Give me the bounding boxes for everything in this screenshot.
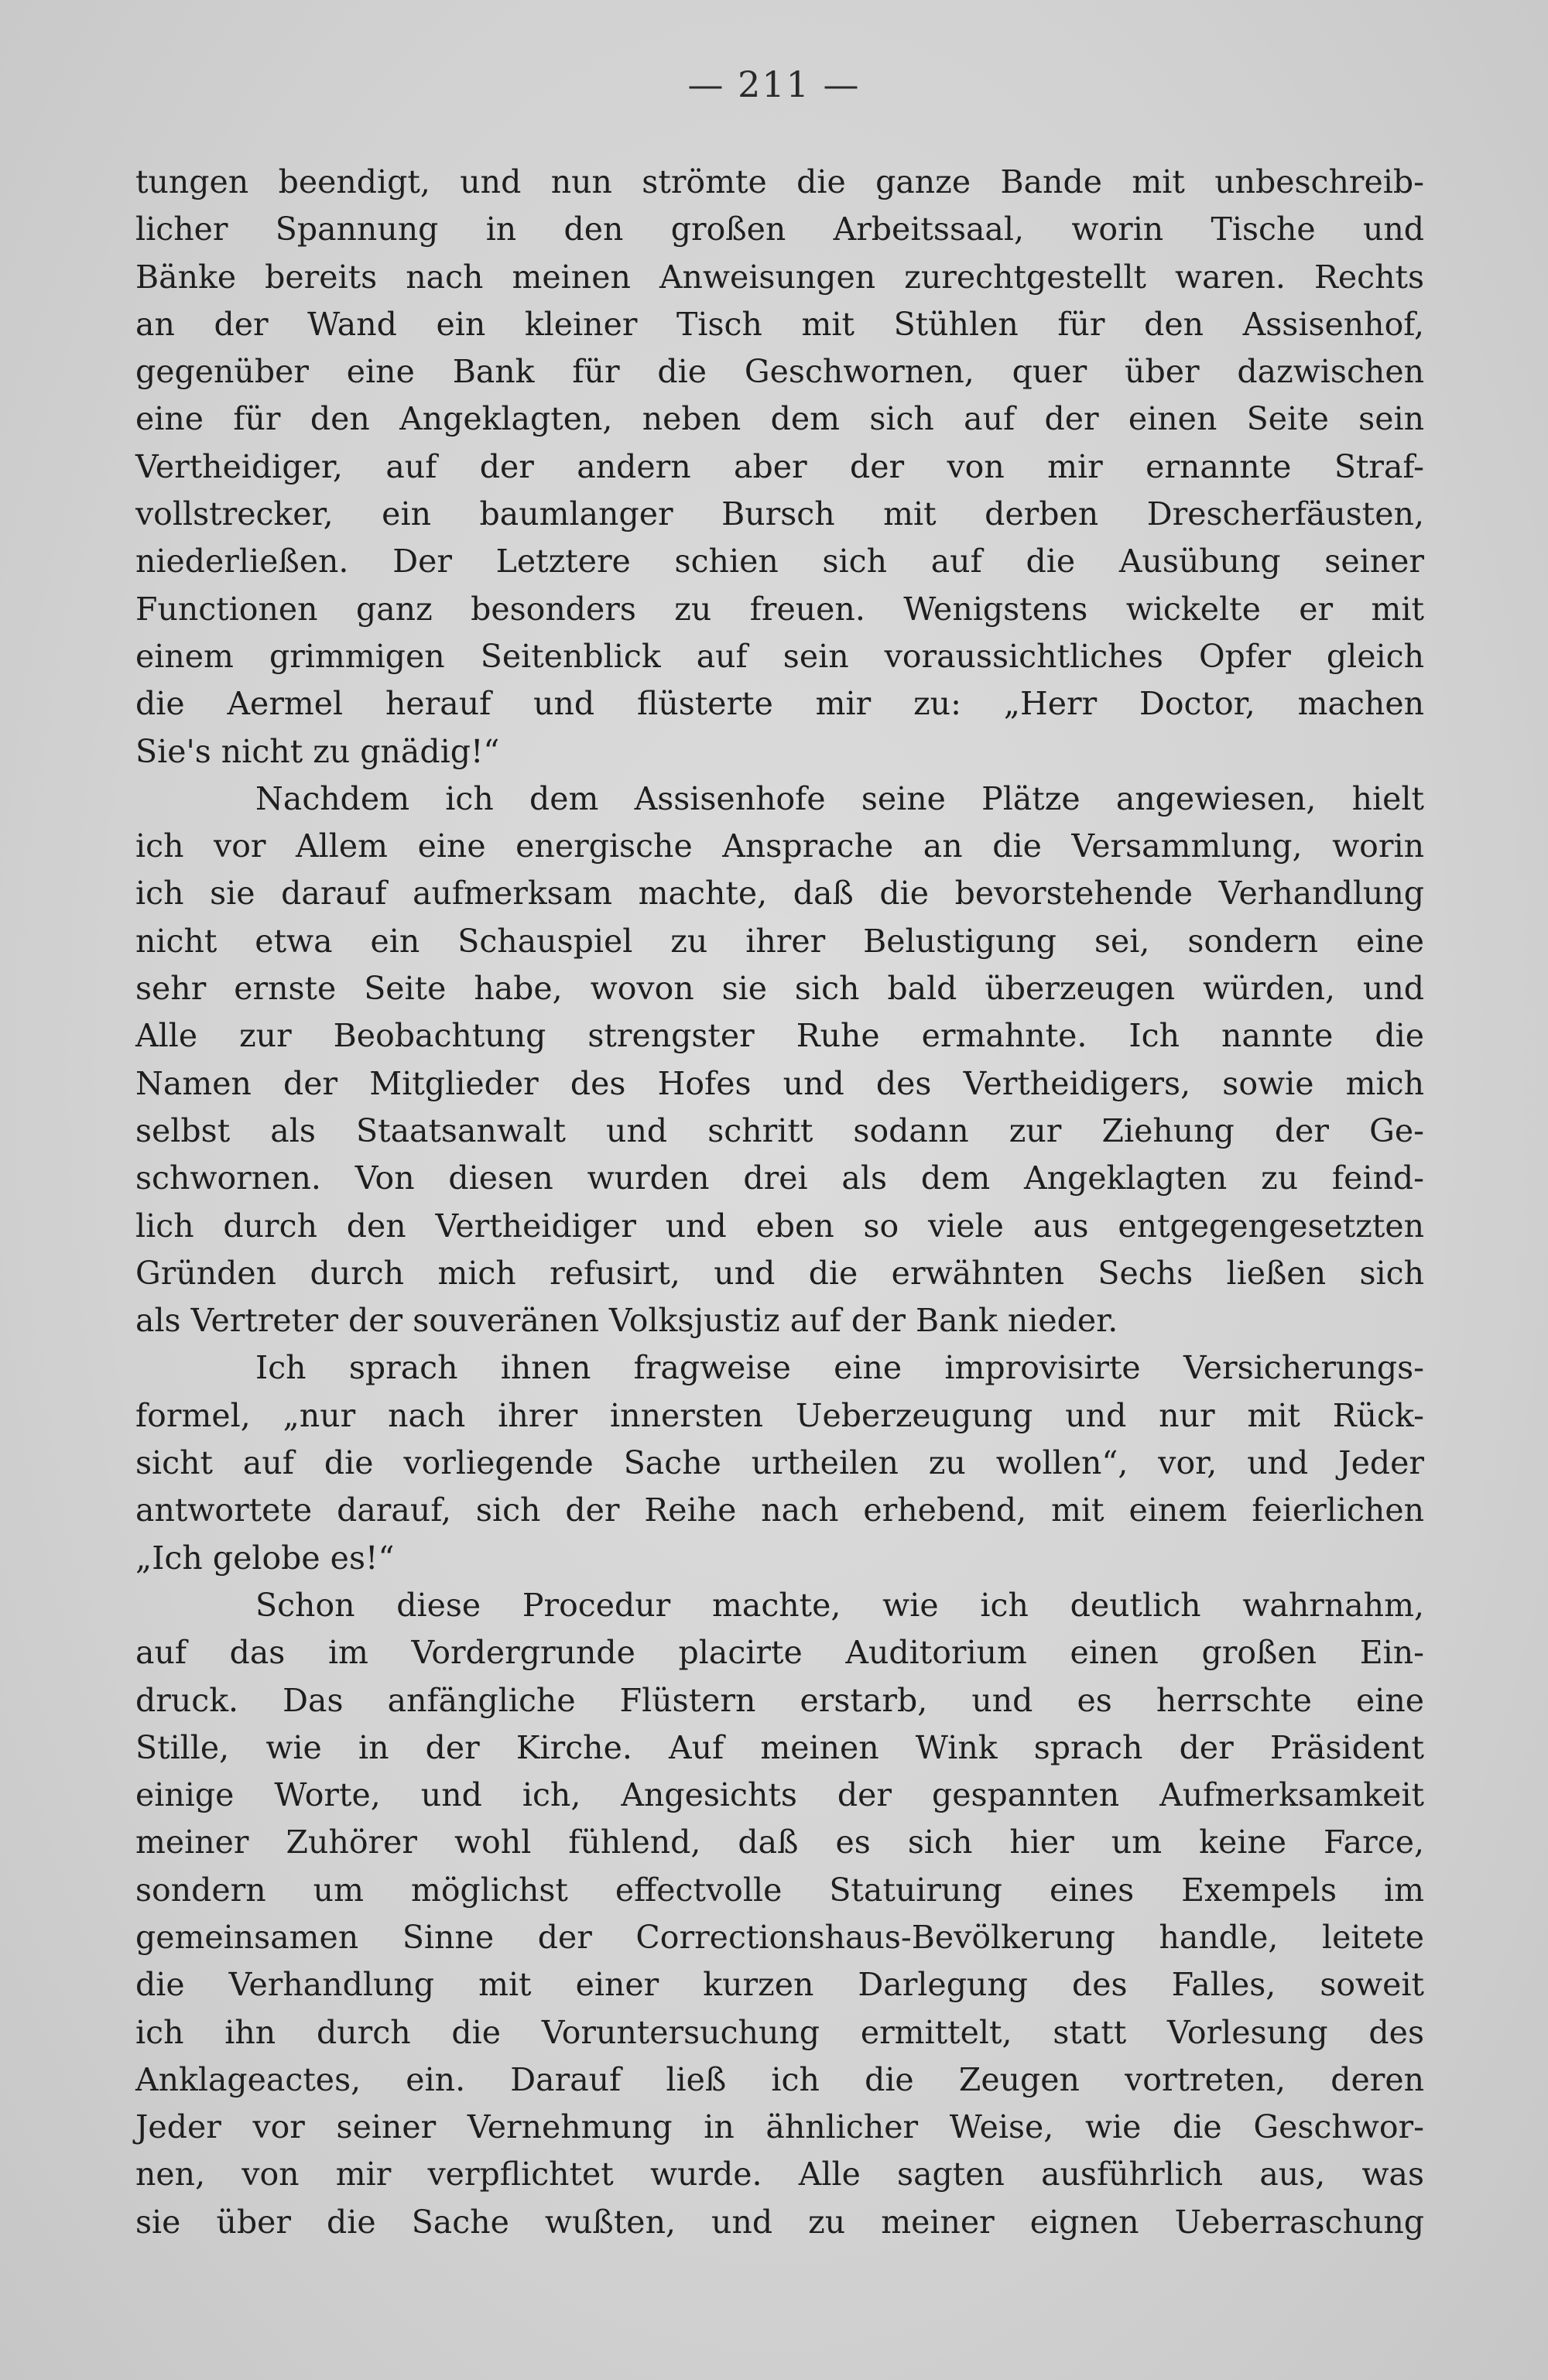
text-line: lich durch den Vertheidiger und eben so viele aus entgegengesetzten (135, 1207, 1424, 1245)
text-line: Stille, wie in der Kirche. Auf meinen Wink sprach der Präsident (135, 1728, 1424, 1766)
text-line: vollstrecker, ein baumlanger Bursch mit derben Drescherfäusten, (135, 495, 1424, 533)
text-line: die Aermel herauf und flüsterte mir zu: „Herr Doctor, machen (135, 685, 1424, 723)
text-line: Bänke bereits nach meinen Anweisungen zurechtgestellt waren. Rechts (135, 258, 1424, 296)
text-line: selbst als Staatsanwalt und schritt sodann zur Ziehung der Ge- (135, 1111, 1424, 1149)
text-line: einige Worte, und ich, Angesichts der gespannten Aufmerksamkeit (135, 1776, 1424, 1814)
text-line: Namen der Mitglieder des Hofes und des Vertheidigers, sowie mich (135, 1064, 1424, 1102)
body-text (135, 159, 1424, 2246)
text-line: ich vor Allem eine energische Ansprache an die Versammlung, worin (135, 827, 1424, 865)
text-line: Anklageactes, ein. Darauf ließ ich die Zeugen vortreten, deren (135, 2060, 1424, 2098)
text-line: Sie's nicht zu gnädig!“ (135, 732, 500, 770)
text-line: Ich sprach ihnen fragweise eine improvisirte Versicherungs- (255, 1349, 1424, 1387)
text-line: einem grimmigen Seitenblick auf sein voraussichtliches Opfer gleich (135, 637, 1424, 675)
text-line: niederließen. Der Letztere schien sich auf die Ausübung seiner (135, 543, 1424, 580)
text-line: licher Spannung in den großen Arbeitssaal, worin Tische und (135, 211, 1424, 248)
text-line: sehr ernste Seite habe, wovon sie sich bald überzeugen würden, und (135, 970, 1424, 1008)
text-line: Alle zur Beobachtung strengster Ruhe ermahnte. Ich nannte die (135, 1017, 1424, 1055)
text-line: sondern um möglichst effectvolle Statuirung eines Exempels im (135, 1871, 1424, 1909)
text-line: ich sie darauf aufmerksam machte, daß die bevorstehende Verhandlung (135, 875, 1424, 913)
text-line: auf das im Vordergrunde placirte Auditorium einen großen Ein- (135, 1634, 1424, 1672)
text-line: Jeder vor seiner Vernehmung in ähnlicher Weise, wie die Geschwor- (135, 2108, 1424, 2146)
text-line: druck. Das anfängliche Flüstern erstarb, und es herrschte eine (135, 1681, 1424, 1719)
text-line: nen, von mir verpflichtet wurde. Alle sagten ausführlich aus, was (135, 2156, 1424, 2193)
text-line: gemeinsamen Sinne der Correctionshaus-Bevölkerung handle, leitete (135, 1918, 1424, 1956)
text-line: eine für den Angeklagten, neben dem sich auf der einen Seite sein (135, 400, 1424, 438)
text-line: nicht etwa ein Schauspiel zu ihrer Belustigung sei, sondern eine (135, 922, 1424, 960)
text-line: als Vertreter der souveränen Volksjustiz auf der Bank nieder. (135, 1302, 1118, 1340)
text-line: Schon diese Procedur machte, wie ich deutlich wahrnahm, (255, 1586, 1424, 1624)
text-line: sie über die Sache wußten, und zu meiner eignen Ueberraschung (135, 2203, 1424, 2241)
text-line: „Ich gelobe es!“ (135, 1539, 395, 1577)
text-line: sicht auf die vorliegende Sache urtheilen zu wollen“, vor, und Jeder (135, 1444, 1424, 1482)
text-line: Vertheidiger, auf der andern aber der von mir ernannte Straf- (135, 447, 1424, 485)
text-line: Gründen durch mich refusirt, und die erwähnten Sechs ließen sich (135, 1254, 1424, 1292)
text-line: gegenüber eine Bank für die Geschwornen, quer über dazwischen (135, 353, 1424, 391)
text-line: tungen beendigt, und nun strömte die ganze Bande mit unbeschreib- (135, 163, 1424, 200)
text-line: Functionen ganz besonders zu freuen. Wenigstens wickelte er mit (135, 590, 1424, 628)
text-line: meiner Zuhörer wohl fühlend, daß es sich hier um keine Farce, (135, 1824, 1424, 1861)
text-line: schwornen. Von diesen wurden drei als dem Angeklagten zu feind- (135, 1159, 1424, 1197)
text-line: Nachdem ich dem Assisenhofe seine Plätze angewiesen, hielt (255, 779, 1424, 817)
text-line: antwortete darauf, sich der Reihe nach erhebend, mit einem feierlichen (135, 1491, 1424, 1529)
page-number: — 211 — (687, 63, 861, 105)
text-line: formel, „nur nach ihrer innersten Ueberzeugung und nur mit Rück- (135, 1396, 1424, 1434)
text-line: die Verhandlung mit einer kurzen Darlegung des Falles, soweit (135, 1966, 1424, 2004)
text-line: ich ihn durch die Voruntersuchung ermittelt, statt Vorlesung des (135, 2013, 1424, 2051)
text-line: an der Wand ein kleiner Tisch mit Stühlen für den Assisenhof, (135, 305, 1424, 343)
